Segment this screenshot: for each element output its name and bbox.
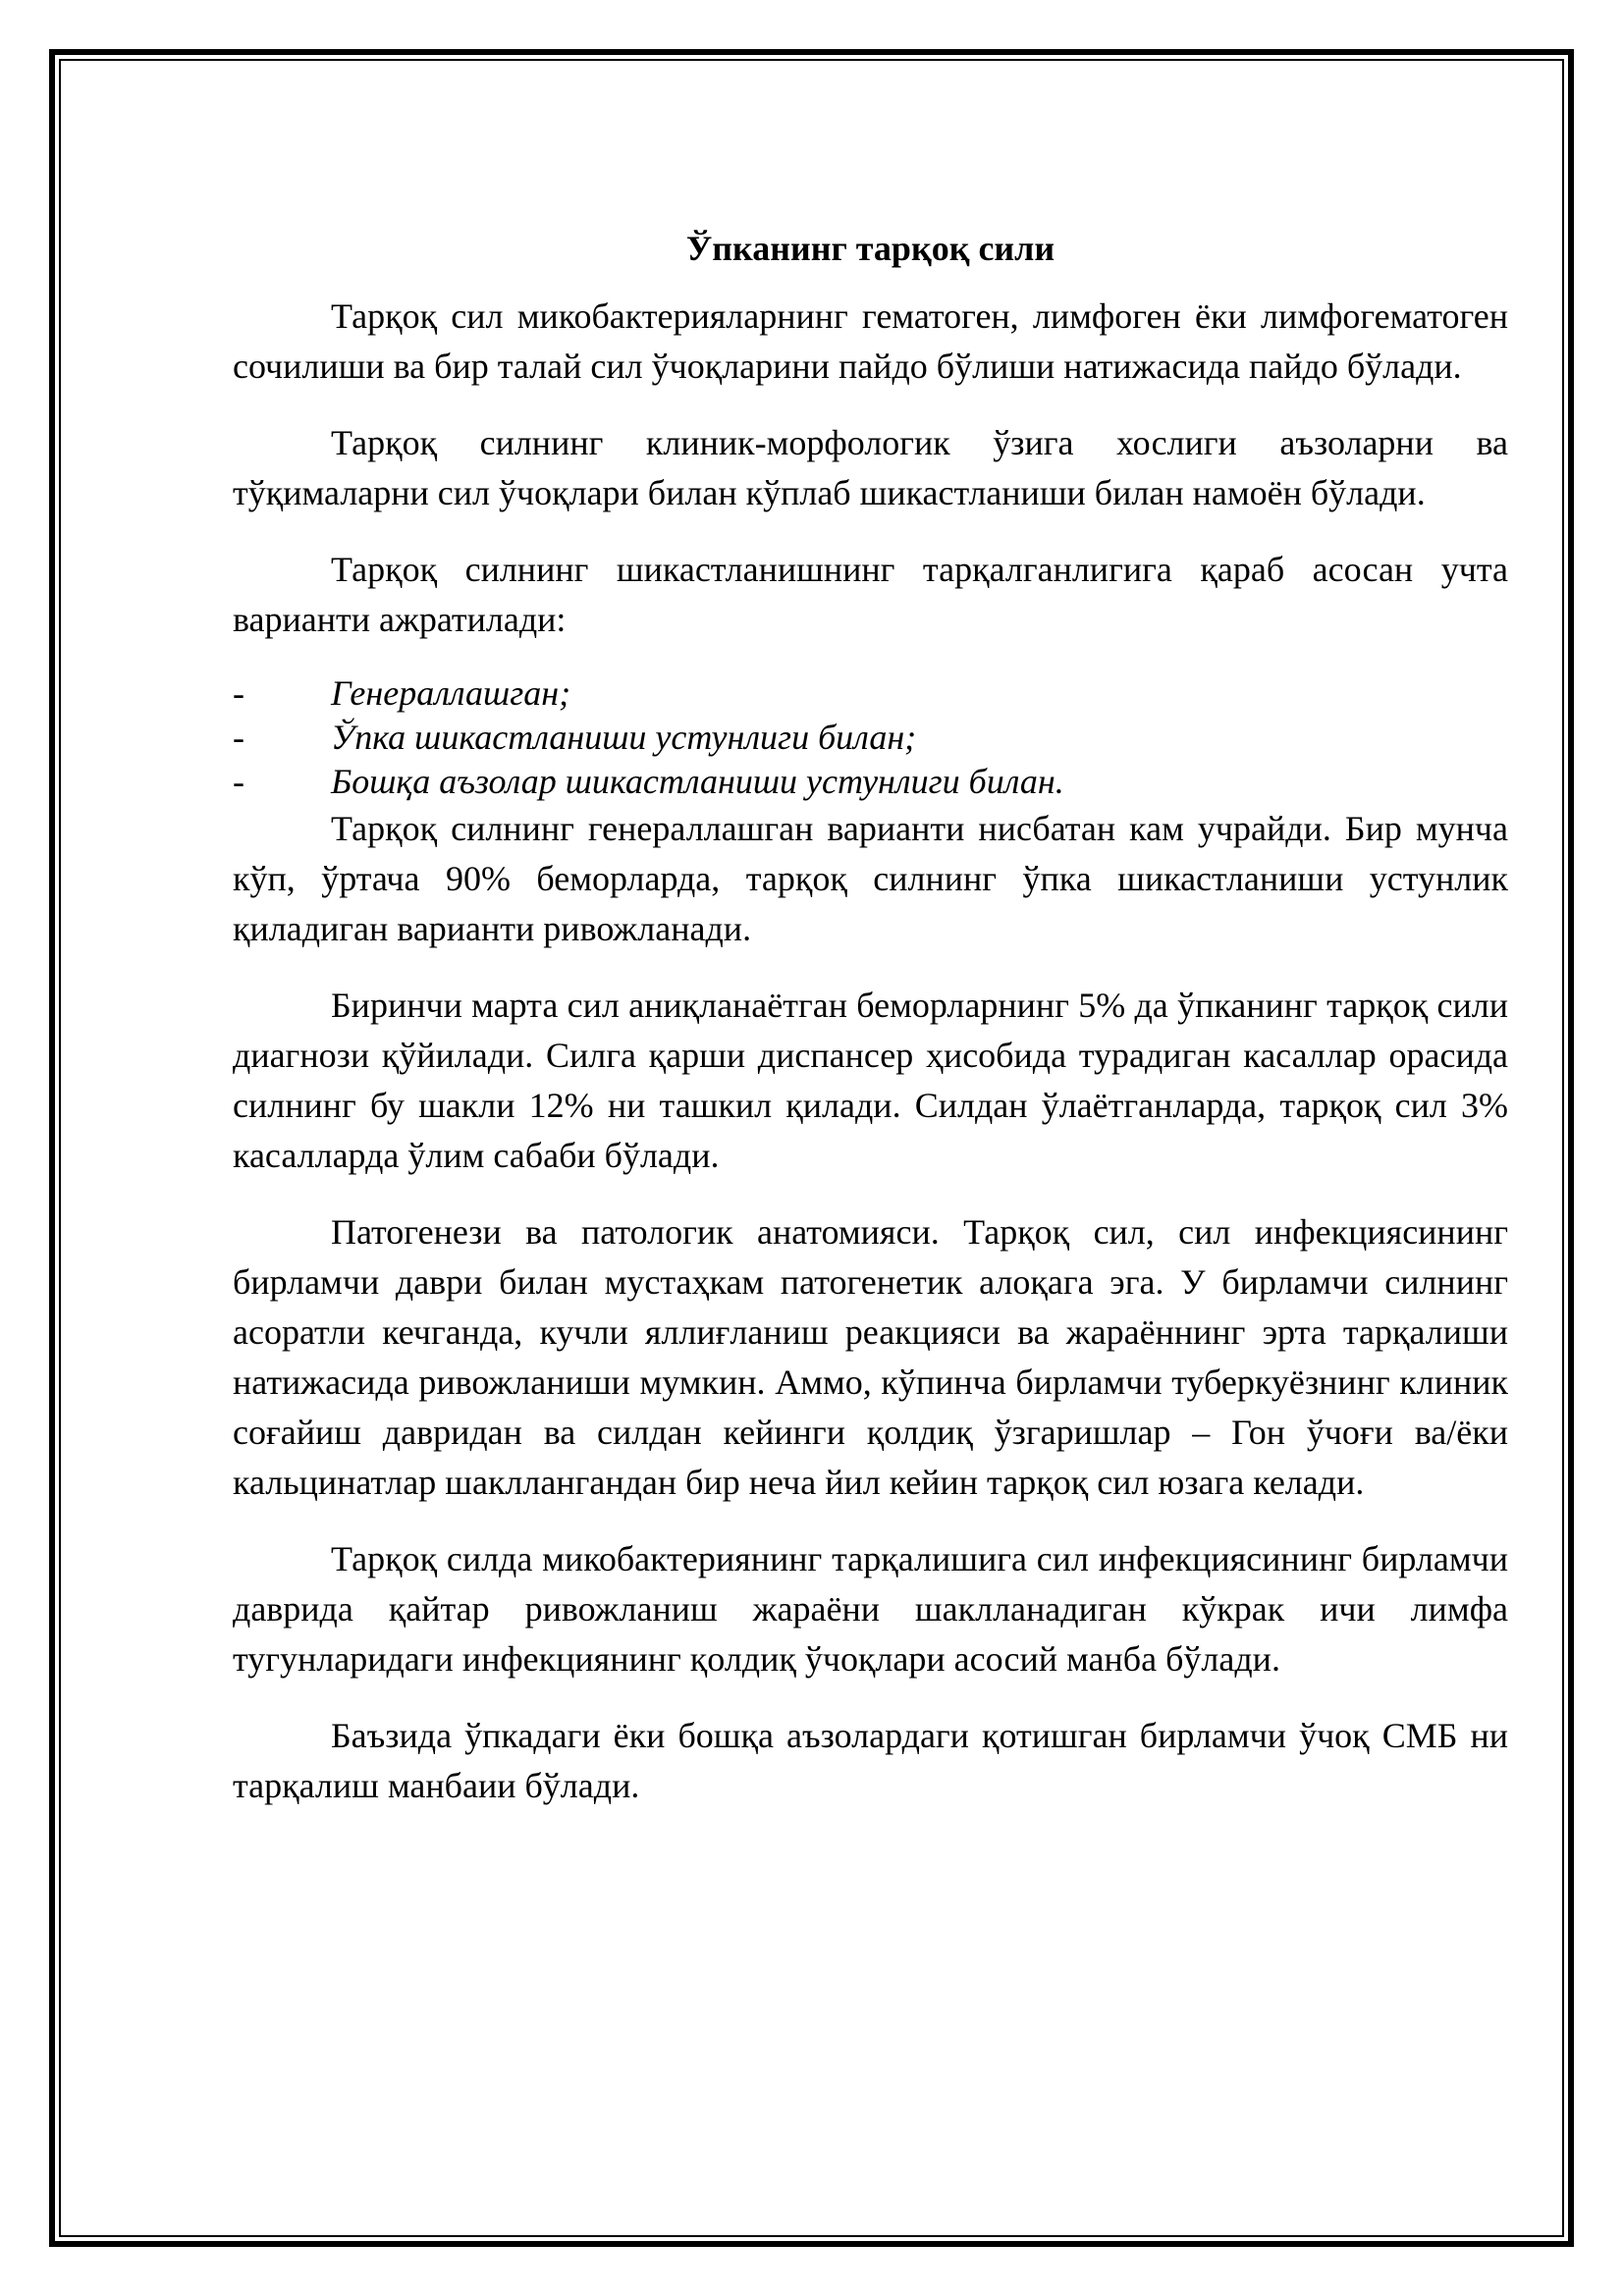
paragraph: Баъзида ўпкадаги ёки бошқа аъзолардаги қотишган бирламчи ўчоқ СМБ ни тарқалиш манбаии бўлади. bbox=[233, 1716, 1508, 1805]
list-dash: - bbox=[233, 718, 244, 757]
paragraph: Тарқоқ силнинг шикастланишнинг тарқалганлигига қараб асосан учта варианти ажратилади: bbox=[233, 550, 1508, 639]
list-item bbox=[233, 760, 1508, 804]
list-item-text: Генераллашган; bbox=[331, 673, 571, 713]
paragraph: Тарқоқ силда микобактериянинг тарқалишига сил инфекциясининг бирламчи даврида қайтар ривожланиш жараёни шаклланадиган кўкрак ичи лимфа тугунларидаги инфекциянинг қолдиқ ўчоқлари асосий манба бўлади. bbox=[233, 1539, 1508, 1679]
paragraph: Патогенези ва патологик анатомияси. Тарқоқ сил, сил инфекциясининг бирламчи даври билан мустаҳкам патогенетик алоқага эга. У бирламчи силнинг асоратли кечганда, кучли яллиғланиш реакцияси ва жараённинг эрта тарқалиши натижасида ривожланиши мумкин. Аммо, кўпинча бирламчи туберкуёзнинг клиник соғайиш давридан ва силдан кейинги қолдиқ ўзгаришлар – Гон ўчоғи ва/ёки кальцинатлар шакллангандан бир неча йил кейин тарқоқ сил юзага келади. bbox=[233, 1212, 1508, 1502]
paragraph: Тарқоқ силнинг генераллашган варианти нисбатан кам учрайди. Бир мунча кўп, ўртача 90% беморларда, тарқоқ силнинг ўпка шикастланиши устунлик қиладиган варианти ривожланади. bbox=[233, 809, 1508, 948]
list-item bbox=[233, 716, 1508, 760]
list-dash: - bbox=[233, 762, 244, 801]
paragraph: Биринчи марта сил аниқланаётган беморларнинг 5% да ўпканинг тарқоқ сили диагнози қўйилади. Силга қарши диспансер ҳисобида турадиган касаллар орасида силнинг бу шакли 12% ни ташкил қилади. Силдан ўлаётганларда, тарқоқ сил 3% касалларда ўлим сабаби бўлади. bbox=[233, 986, 1508, 1175]
document-body bbox=[233, 224, 1508, 1811]
list-dash: - bbox=[233, 673, 244, 713]
list-item bbox=[233, 671, 1508, 716]
list-item-text: Бошқа аъзолар шикастланиши устунлиги билан. bbox=[331, 762, 1064, 801]
document-title: Ўпканинг тарқоқ сили bbox=[685, 229, 1055, 268]
paragraph: Тарқоқ силнинг клиник-морфологик ўзига хослиги аъзоларни ва тўқималарни сил ўчоқлари билан кўплаб шикастланиши билан намоён бўлади. bbox=[233, 423, 1508, 512]
list-item-text: Ўпка шикастланиши устунлиги билан; bbox=[331, 718, 917, 757]
variants-list bbox=[233, 671, 1508, 804]
paragraph: Тарқоқ сил микобактерияларнинг гематоген, лимфоген ёки лимфогематоген сочилиши ва бир талай сил ўчоқларини пайдо бўлиши натижасида пайдо бўлади. bbox=[233, 296, 1508, 386]
